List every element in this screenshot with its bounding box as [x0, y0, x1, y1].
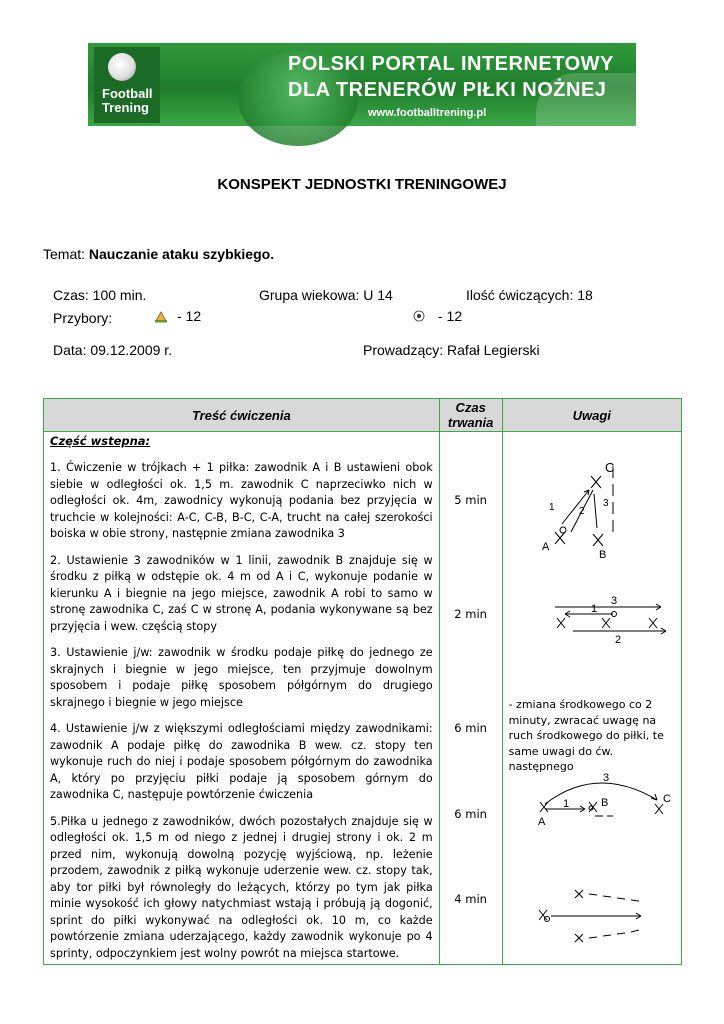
diagram-5 — [537, 882, 677, 952]
date: Data: 09.12.2009 r. — [53, 342, 173, 358]
pass-a-c — [562, 490, 589, 524]
run-bottom — [589, 930, 639, 938]
banner-url[interactable]: www.footballtrening.pl — [368, 107, 487, 119]
ball-icon — [108, 53, 136, 81]
shot-arrow — [551, 913, 641, 919]
football-trening-logo — [94, 47, 160, 123]
label-pass1: 1 — [562, 798, 569, 810]
header-content: Treść ćwiczenia — [44, 399, 440, 432]
equipment-label: Przybory: — [53, 310, 113, 326]
topic-label: Temat: — [43, 246, 86, 262]
player-top-mark — [575, 890, 583, 898]
label-n3: 3 — [602, 498, 609, 509]
document-title: KONSPEKT JEDNOSTKI TRENINGOWEJ — [217, 176, 507, 193]
age-group: Grupa wiekowa: U 14 — [259, 287, 393, 303]
time-3: 6 min — [454, 721, 487, 735]
time-5: 4 min — [454, 892, 487, 906]
time-cell — [439, 432, 502, 965]
label-b: B — [598, 549, 606, 561]
ball-mark-4 — [544, 917, 549, 922]
diagram-2 — [553, 587, 693, 647]
label-n2: 2 — [578, 506, 585, 517]
run-top — [589, 894, 639, 901]
header-banner — [88, 43, 636, 126]
logo-line1: Football — [102, 86, 153, 101]
participants: Ilość ćwiczących: 18 — [466, 287, 593, 303]
player-c-mark — [591, 476, 601, 488]
time-4: 6 min — [454, 807, 487, 821]
label-1: 1 — [590, 603, 597, 615]
diagram-4 — [537, 770, 677, 830]
label-b2: B — [600, 797, 608, 809]
player-right-mark — [649, 618, 657, 628]
label-lob: 3 — [602, 772, 609, 784]
notes-cell — [502, 432, 681, 965]
exercise-5: 5.Piłka u jednego z zawodników, dwóch pozostałych znajduje się w odległości ok. 1,5 m od niego z jednej i drugiej strony i ok. 2 m przed nim, wykonują dowolną pozycję wyjściową, np. leżenie przodem, zawodnik z piłką wykonuje uderzenie wew. cz. stopy tak, aby tor piłki był równoległy do leżących, którzy po tym jak piłka minie wysokość ich głowy natychmiast wstają i próbują ją dogonić, sprint do piłki wykonywać na odległości ok. 10 m, co każde powtórzenie zmiana uderzającego, każdy zawodnik wykonuje po 4 sprinty, odpoczynkiem jest wolny powrót na miejsca startowe. — [50, 814, 433, 960]
coach: Prowadzący: Rafał Legierski — [363, 342, 540, 358]
logo-line2: Trening — [102, 100, 149, 115]
label-2: 2 — [614, 634, 621, 646]
player-a-mark — [555, 532, 565, 544]
player-bottom-mark — [575, 934, 583, 942]
label-a: A — [541, 541, 549, 553]
banner-line2: DLA TRENERÓW PIŁKI NOŻNEJ — [288, 79, 607, 101]
topic-line — [43, 246, 274, 262]
exercise-2: 2. Ustawienie 3 zawodników w 1 linii, zawodnik B znajduje się w środku z piłką w odstępie ok. 4 m od A i C, wykonuje podanie w kierunku A i biegnie na jego miejsce, zawodnik A robi to samo w stronę zawodnika C, zaś C w stronę A, podania wykonywane są bez przyjęcia i wew. częścią stopy — [50, 553, 433, 633]
balls-count: - 12 — [438, 308, 463, 324]
section-heading: Część wstepna: — [50, 434, 151, 448]
exercise-table — [43, 398, 682, 965]
player-a2-mark — [540, 802, 548, 812]
content-cell — [44, 432, 440, 965]
player-left-mark — [557, 618, 565, 628]
player-middle-mark — [602, 618, 610, 628]
duration: Czas: 100 min. — [53, 287, 147, 303]
time-1: 5 min — [454, 493, 487, 507]
header-notes: Uwagi — [502, 399, 681, 432]
ball-icon — [413, 310, 425, 322]
note-exercise-3: - zmiana środkowego co 2 minuty, zwracać uwagę na ruch środkowego do piłki, te same uwagi do ćw. następnego — [508, 698, 664, 773]
cones-count: - 12 — [177, 308, 202, 324]
label-c: C — [604, 460, 614, 475]
cone-icon — [155, 311, 167, 323]
pass-c-b — [594, 494, 597, 528]
ball-mark-1 — [560, 527, 566, 533]
shooter-mark — [539, 910, 547, 920]
label-a2: A — [537, 816, 545, 828]
diagram-1 — [533, 454, 643, 561]
exercise-3: 3. Ustawienie j/w: zawodnik w środku podaje piłkę do jednego ze skrajnych i biegnie w jego miejsce, ten przyjmuje dowolnym sposobem i podaje piłkę sposobem półgórnym do drugiego skrajnego i biegnie w jego miejsce — [50, 646, 433, 709]
label-3: 3 — [610, 595, 617, 607]
exercise-4: 4. Ustawienie j/w z większymi odległościami między zawodnikami: zawodnik A podaje piłkę do zawodnika B wew. cz. stopy ten wykonuje ruch do niej i podaje sposobem półgórnym do zawodnika A, który po przyjęciu piłki podaje ją sposobem górnym do zawodnika C, następuje powtórzenie ćwiczenia — [50, 722, 433, 801]
player-b-mark — [593, 534, 603, 546]
exercise-1: 1. Ćwiczenie w trójkach + 1 piłka: zawodnik A i B ustawieni obok siebie w odległości ok. 1,5 m. zawodnik C naprzeciwko nich w odległości ok. 4m, zawodnicy wykonują podania bez przyjęcia w truchcie w kolejności: A-C, C-B, B-C, C-A, trucht na całej szerokości boiska w obie strony, następnie zmiana zawodnika 3 — [50, 461, 433, 540]
arrow-top — [555, 604, 661, 610]
label-n1: 1 — [548, 502, 555, 513]
player-c2-mark — [655, 804, 663, 814]
topic-value: Nauczanie ataku szybkiego. — [88, 246, 275, 262]
arrow-mid — [565, 611, 613, 617]
header-time: Czas trwania — [439, 399, 502, 432]
banner-line1: POLSKI PORTAL INTERNETOWY — [288, 53, 614, 75]
label-c2: C — [662, 793, 671, 805]
time-2: 2 min — [454, 607, 487, 621]
